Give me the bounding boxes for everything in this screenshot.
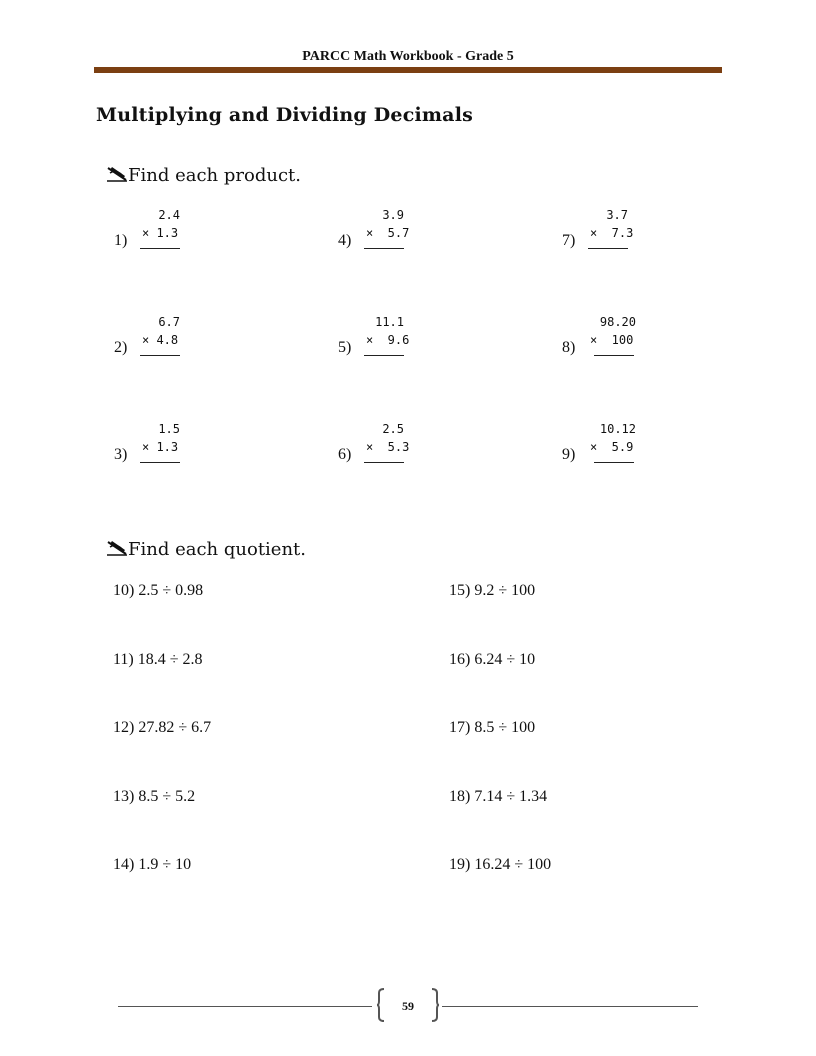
multiplier: × 7.3 <box>590 226 634 240</box>
multiplier: × 5.3 <box>366 440 410 454</box>
quotient-problem: 12) 27.82 ÷ 6.7 <box>113 719 212 736</box>
products-instruction <box>106 162 301 186</box>
problem-number: 8) <box>562 339 576 356</box>
quotient-problem: 15) 9.2 ÷ 100 <box>449 582 536 599</box>
quotient-problem: 17) 8.5 ÷ 100 <box>449 719 536 736</box>
quotients-instruction-label: Find each quotient. <box>128 539 307 560</box>
problem-number: 4) <box>338 232 352 249</box>
page-number: 59 <box>402 999 414 1013</box>
answer-line <box>140 248 180 249</box>
quotient-problem: 13) 8.5 ÷ 5.2 <box>113 788 196 805</box>
product-problem <box>338 206 458 266</box>
multiplier: × 1.3 <box>142 440 179 454</box>
problem-number: 1) <box>114 232 128 249</box>
multiplicand: 3.7 <box>606 208 628 222</box>
quotient-problem: 16) 6.24 ÷ 10 <box>449 651 536 668</box>
problem-number: 7) <box>562 232 576 249</box>
problem-number: 6) <box>338 446 352 463</box>
answer-line <box>364 462 404 463</box>
quotient-problem: 11) 18.4 ÷ 2.8 <box>113 651 203 668</box>
quotient-problem: 14) 1.9 ÷ 10 <box>113 856 192 873</box>
answer-line <box>588 248 628 249</box>
problem-number: 3) <box>114 446 128 463</box>
products-instruction-label: Find each product. <box>128 165 301 186</box>
product-problem <box>114 206 234 266</box>
product-problem <box>562 206 682 266</box>
answer-line <box>364 355 404 356</box>
product-problem <box>114 313 234 373</box>
pencil-icon <box>106 165 128 183</box>
answer-line <box>594 462 634 463</box>
product-problem <box>562 313 682 373</box>
left-brace-icon <box>376 988 386 1022</box>
multiplicand: 6.7 <box>158 315 180 329</box>
quotient-problem: 18) 7.14 ÷ 1.34 <box>449 788 548 805</box>
quotient-problem: 19) 16.24 ÷ 100 <box>449 856 552 873</box>
problem-number: 9) <box>562 446 576 463</box>
footer-rule-left <box>118 1006 372 1007</box>
product-problem <box>114 420 234 480</box>
answer-line <box>140 462 180 463</box>
multiplier: × 5.9 <box>590 440 634 454</box>
multiplicand: 2.5 <box>382 422 404 436</box>
problem-number: 5) <box>338 339 352 356</box>
multiplier: × 4.8 <box>142 333 179 347</box>
multiplier: × 1.3 <box>142 226 179 240</box>
problem-number: 2) <box>114 339 128 356</box>
pencil-icon <box>106 539 128 557</box>
multiplicand: 3.9 <box>382 208 404 222</box>
product-problem <box>562 420 682 480</box>
product-problem <box>338 313 458 373</box>
answer-line <box>140 355 180 356</box>
multiplicand: 1.5 <box>158 422 180 436</box>
product-problem <box>338 420 458 480</box>
header-rule <box>94 67 722 73</box>
multiplicand: 2.4 <box>158 208 180 222</box>
multiplicand: 98.20 <box>599 315 636 329</box>
multiplicand: 10.12 <box>599 422 636 436</box>
multiplier: × 100 <box>590 333 634 347</box>
multiplier: × 5.7 <box>366 226 410 240</box>
answer-line <box>364 248 404 249</box>
answer-line <box>594 355 634 356</box>
footer-rule-right <box>442 1006 698 1007</box>
quotients-instruction <box>106 536 306 560</box>
multiplicand: 11.1 <box>375 315 404 329</box>
right-brace-icon <box>430 988 440 1022</box>
multiplier: × 9.6 <box>366 333 410 347</box>
quotient-problem: 10) 2.5 ÷ 0.98 <box>113 582 204 599</box>
header-title: PARCC Math Workbook - Grade 5 <box>302 49 514 64</box>
page-title: Multiplying and Dividing Decimals <box>96 104 474 126</box>
